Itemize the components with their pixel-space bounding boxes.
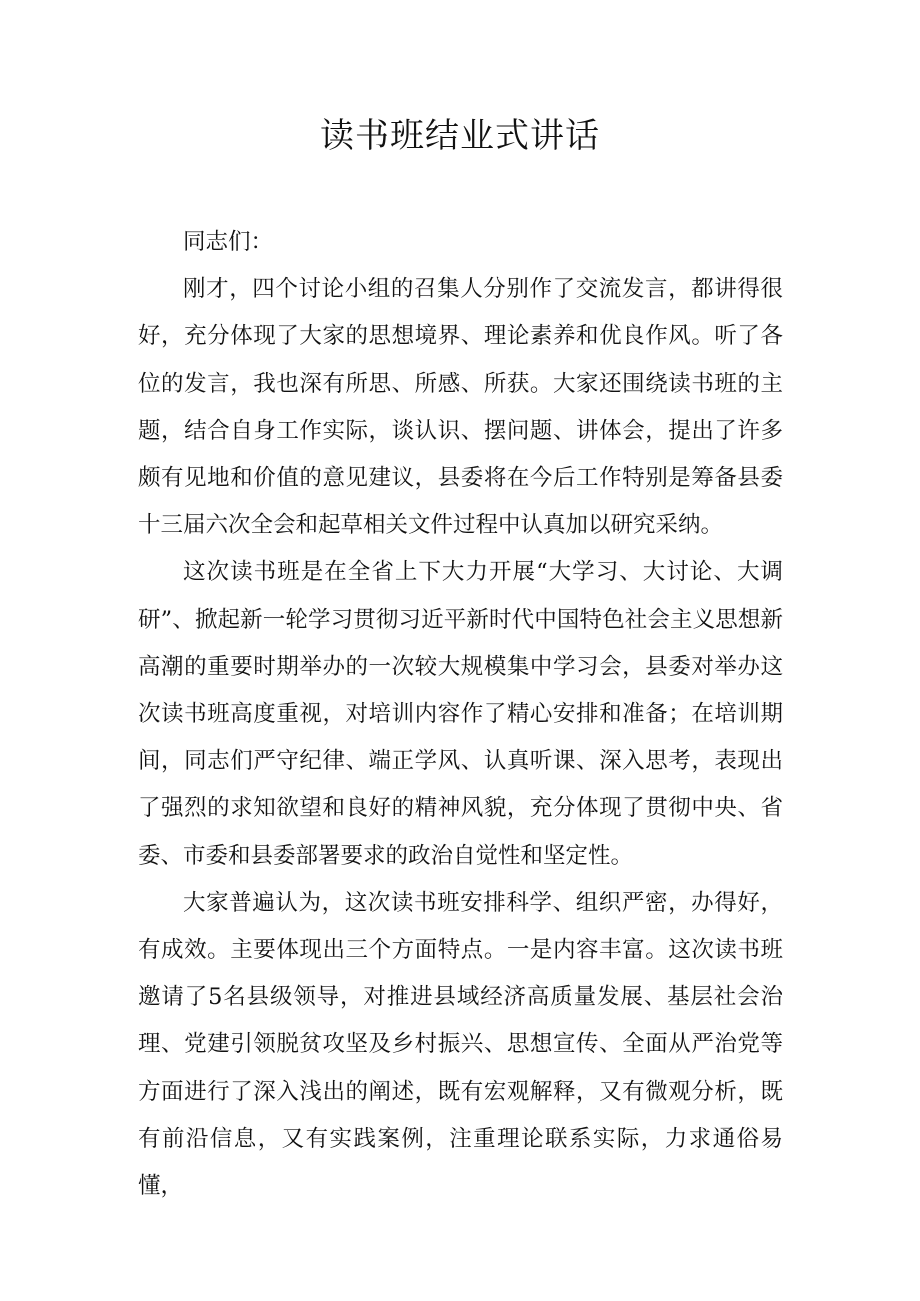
paragraph-1: 刚才，四个讨论小组的召集人分别作了交流发言，都讲得很好，充分体现了大家的思想境界、理论素养和优良作风。听了各位的发言，我也深有所思、所感、所获。大家还围绕读书班的主题，结合自身工作实际，谈认识、摆问题、讲体会，提出了许多颇有见地和价值的意见建议，县委将在今后工作特别是筹备县委十三届六次全会和起草相关文件过程中认真加以研究采纳。	[138, 276, 783, 539]
document-body	[138, 219, 783, 1210]
salutation: 同志们：	[183, 229, 274, 255]
document-title: 读书班结业式讲话	[320, 116, 600, 156]
paragraph-3: 大家普遍认为，这次读书班安排科学、组织严密，办得好，有成效。主要体现出三个方面特点。一是内容丰富。这次读书班邀请了5名县级领导，对推进县域经济高质量发展、基层社会治理、党建引领脱贫攻坚及乡村振兴、思想宣传、全面从严治党等方面进行了深入浅出的阐述，既有宏观解释，又有微观分析，既有前沿信息，又有实践案例，注重理论联系实际，力求通俗易懂，	[138, 889, 783, 1200]
paragraph-2: 这次读书班是在全省上下大力开展“大学习、大讨论、大调研”、掀起新一轮学习贯彻习近平新时代中国特色社会主义思想新高潮的重要时期举办的一次较大规模集中学习会，县委对举办这次读书班高度重视，对培训内容作了精心安排和准备；在培训期间，同志们严守纪律、端正学风、认真听课、深入思考，表现出了强烈的求知欲望和良好的精神风貌，充分体现了贯彻中央、省委、市委和县委部署要求的政治自觉性和坚定性。	[138, 559, 783, 869]
